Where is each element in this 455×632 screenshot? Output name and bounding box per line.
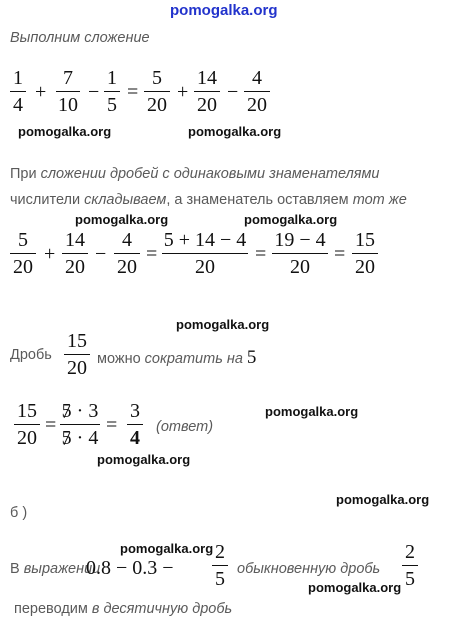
fraction-cancelled <box>60 401 100 448</box>
denominator: 5 <box>107 94 117 116</box>
denominator: 20 <box>147 94 167 116</box>
fraction <box>10 68 26 115</box>
fraction <box>62 230 88 277</box>
watermark: pomogalka.org <box>176 317 270 332</box>
text-italic: тот же <box>352 192 407 208</box>
watermark: pomogalka.org <box>18 124 112 139</box>
numerator: 4 <box>252 67 262 89</box>
denominator: 20 <box>247 94 267 116</box>
numerator: 14 <box>197 67 217 89</box>
fraction <box>14 401 40 448</box>
operator: + <box>35 81 47 103</box>
text-italic: выражении <box>23 561 101 577</box>
numerator: 4 <box>122 229 132 251</box>
rule-text-line-1 <box>10 166 380 182</box>
denominator: 10 <box>58 94 78 116</box>
operator: = <box>106 414 118 436</box>
operator: = <box>45 414 57 436</box>
operator: + <box>177 81 189 103</box>
numerator: 2 <box>405 541 415 563</box>
cancelled-digit: 5 <box>61 400 72 422</box>
fraction <box>104 68 120 115</box>
denominator: 20 <box>195 256 215 278</box>
fraction <box>56 68 80 115</box>
fraction-result <box>127 401 143 448</box>
expression-text-2: обыкновенную дробь <box>237 561 381 577</box>
text-italic: сложении дробей с одинаковыми знаменателями <box>40 166 380 182</box>
operator: = <box>146 243 158 265</box>
expression-math: 0.8 − 0.3 − <box>86 557 174 579</box>
watermark: pomogalka.org <box>308 580 402 595</box>
fraction <box>64 331 90 378</box>
denominator: 20 <box>67 357 87 379</box>
watermark-top[interactable]: pomogalka.org <box>170 2 278 19</box>
fraction <box>212 542 228 589</box>
denominator: 20 <box>65 256 85 278</box>
watermark: pomogalka.org <box>188 124 282 139</box>
fraction <box>272 230 328 277</box>
numerator: · 3 <box>76 400 99 422</box>
numerator: 15 <box>67 330 87 352</box>
numerator: 5 + 14 − 4 <box>163 229 247 251</box>
denominator: 4 <box>13 94 23 116</box>
numerator: 1 <box>13 67 23 89</box>
numerator: 7 <box>63 67 73 89</box>
numerator: 5 <box>152 67 162 89</box>
fraction <box>402 542 418 589</box>
denominator: 20 <box>290 256 310 278</box>
numerator: 19 − 4 <box>274 229 326 251</box>
text-italic: складываем <box>84 192 167 208</box>
denominator: 20 <box>197 94 217 116</box>
operator: − <box>88 81 100 103</box>
text: При <box>10 166 41 182</box>
watermark: pomogalka.org <box>75 212 169 227</box>
numerator: 14 <box>65 229 85 251</box>
operator: = <box>255 243 267 265</box>
fraction <box>194 68 220 115</box>
watermark: pomogalka.org <box>265 404 359 419</box>
numerator: 5 <box>18 229 28 251</box>
denominator: 20 <box>17 427 37 449</box>
text: 5 <box>246 347 257 368</box>
answer-label: (ответ) <box>156 419 214 435</box>
reduce-text <box>97 347 256 369</box>
conversion-text <box>14 601 232 617</box>
watermark: pomogalka.org <box>120 541 214 556</box>
operator: = <box>127 81 139 103</box>
denominator: 5 <box>215 568 225 590</box>
text: можно <box>97 351 141 367</box>
numerator: 2 <box>215 541 225 563</box>
watermark: pomogalka.org <box>336 492 430 507</box>
denominator: 5 <box>405 568 415 590</box>
text: В <box>10 561 24 577</box>
operator: − <box>227 81 239 103</box>
watermark: pomogalka.org <box>97 452 191 467</box>
numerator: 15 <box>355 229 375 251</box>
text-italic: сократить на <box>140 351 247 367</box>
operator: − <box>95 243 107 265</box>
denominator: · 4 <box>76 427 99 449</box>
fraction <box>144 68 170 115</box>
denominator: 4 <box>130 427 140 449</box>
numerator: 1 <box>107 67 117 89</box>
fraction <box>10 230 36 277</box>
text: переводим <box>14 601 88 617</box>
numerator: 15 <box>17 400 37 422</box>
fraction <box>162 230 248 277</box>
numerator: 3 <box>130 400 140 422</box>
operator: = <box>334 243 346 265</box>
denominator: 20 <box>117 256 137 278</box>
fraction <box>114 230 140 277</box>
reduce-label: Дробь <box>10 347 52 363</box>
intro-text: Выполним сложение <box>10 30 150 46</box>
rule-text-line-2 <box>10 192 407 208</box>
part-b-label: б ) <box>10 505 28 521</box>
cancelled-digit: 5 <box>61 427 72 449</box>
watermark: pomogalka.org <box>244 212 338 227</box>
denominator: 20 <box>13 256 33 278</box>
denominator: 20 <box>355 256 375 278</box>
fraction <box>244 68 270 115</box>
text: , а знаменатель оставляем <box>166 192 353 208</box>
text-italic: в десятичную дробь <box>87 601 233 617</box>
fraction <box>352 230 378 277</box>
operator: + <box>44 243 56 265</box>
text: числители <box>10 192 85 208</box>
